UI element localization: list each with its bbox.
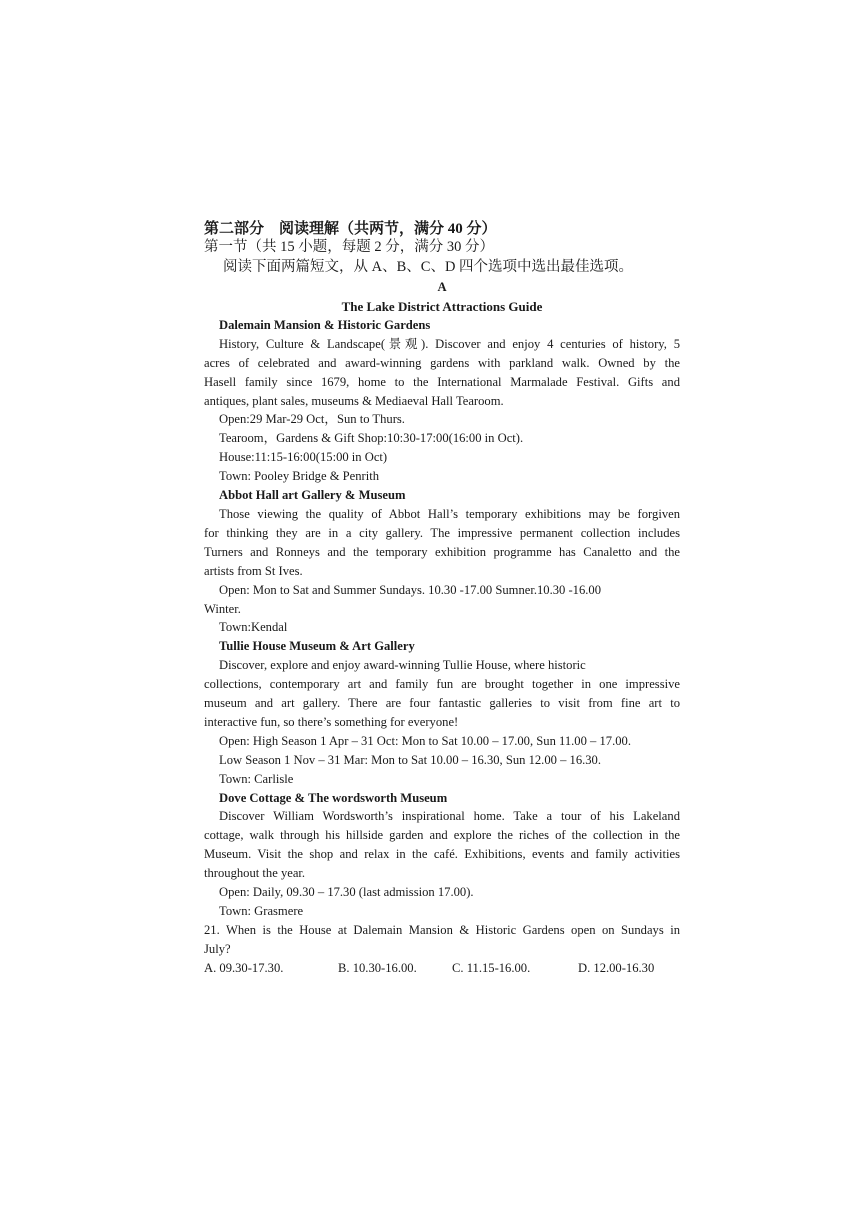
desc-line: museum and art gallery. There are four fantastic galleries to visit from fine art to [204,696,680,711]
attraction-name: Tullie House Museum & Art Gallery [219,639,415,654]
info-line: Winter. [204,601,241,616]
option-a[interactable]: A. 09.30-17.30. [204,960,284,975]
desc-line: collections, contemporary art and family fun are brought together in one impressive [204,677,680,692]
desc-line: Turners and Ronneys and the temporary exhibition programme has Canaletto and the [204,544,680,559]
desc-line: interactive fun, so there’s something for everyone! [204,714,459,729]
section-title: 第一节（共 15 小题，每题 2 分，满分 30 分） [204,239,494,255]
attraction-abbot-hall [204,486,680,637]
info-line: Low Season 1 Nov – 31 Mar: Mon to Sat 10.00 – 16.30, Sun 12.00 – 16.30. [219,752,602,767]
info-line: Town:Kendal [219,620,288,635]
desc-line: artists from St Ives. [204,563,303,578]
info-line: Tearoom，Gardens & Gift Shop:10:30-17:00(16:00 in Oct). [219,431,524,446]
attraction-name: Dalemain Mansion & Historic Gardens [219,317,431,332]
desc-line: Discover William Wordsworth’s inspirational home. Take a tour of his Lakeland [219,809,680,824]
passage-label: A [437,280,447,294]
option-d[interactable]: D. 12.00-16.30 [578,960,655,975]
attraction-dalemain [204,316,680,486]
question-stem: July? [204,941,231,956]
part-title: 第二部分 阅读理解（共两节，满分 40 分） [204,221,497,237]
info-line: Town: Grasmere [219,904,304,918]
desc-line: Hasell family since 1679, home to the International Marmalade Festival. Gifts and [204,374,680,389]
instructions: 阅读下面两篇短文，从 A、B、C、D 四个选项中选出最佳选项。 [223,259,634,275]
attraction-name: Abbot Hall art Gallery & Museum [219,488,406,503]
attraction-dove-cottage [204,789,680,921]
desc-line: History, Culture & Landscape(景观). Discover and enjoy 4 centuries of history, 5 [219,336,680,351]
desc-line: throughout the year. [204,866,306,881]
question-stem: 21. When is the House at Dalemain Mansion & Historic Gardens open on Sundays in [204,922,680,937]
desc-line: cottage, walk through his hillside garden and explore the riches of the collection in the [204,828,680,843]
desc-line: Discover, explore and enjoy award-winning Tullie House, where historic [219,658,586,673]
desc-line: for thinking they are in a city gallery. The impressive permanent collection includes [204,525,680,540]
info-line: Open: High Season 1 Apr – 31 Oct: Mon to Sat 10.00 – 17.00, Sun 11.00 – 17.00. [219,733,631,748]
question-21 [204,921,680,978]
desc-line: acres of celebrated and award-winning gardens with parkland walk. Owned by the [204,355,680,370]
info-line: Town: Carlisle [219,771,294,786]
option-b[interactable]: B. 10.30-16.00. [338,960,417,975]
info-line: Open: Daily, 09.30 – 17.30 (last admission 17.00). [219,885,474,900]
desc-line: antiques, plant sales, museums & Mediaeval Hall Tearoom. [204,393,504,408]
attraction-name: Dove Cottage & The wordsworth Museum [219,790,448,805]
passage-title: The Lake District Attractions Guide [341,298,543,314]
attraction-tullie-house [204,637,680,788]
question-options [204,959,680,978]
desc-line: Those viewing the quality of Abbot Hall’s temporary exhibitions may be forgiven [219,506,680,521]
exam-page [204,220,680,978]
info-line: House:11:15-16:00(15:00 in Oct) [219,450,388,465]
option-c[interactable]: C. 11.15-16.00. [452,960,531,975]
info-line: Open: Mon to Sat and Summer Sundays. 10.30 -17.00 Sumner.10.30 -16.00 [219,582,601,597]
info-line: Town: Pooley Bridge & Penrith [219,469,380,484]
desc-line: Museum. Visit the shop and relax in the café. Exhibitions, events and family activities [204,847,680,862]
info-line: Open:29 Mar-29 Oct，Sun to Thurs. [219,412,405,427]
